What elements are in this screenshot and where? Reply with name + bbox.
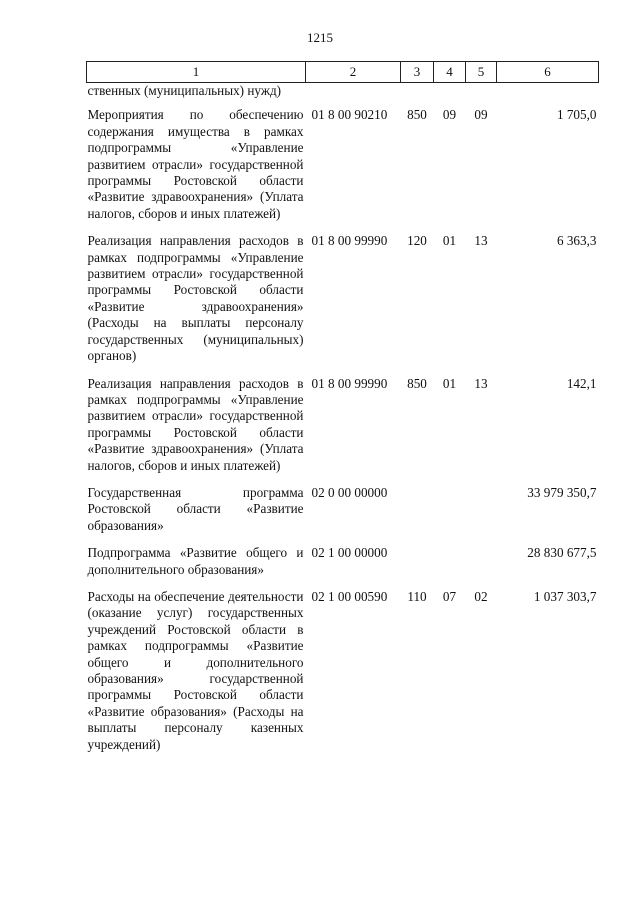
table-row: [87, 376, 599, 485]
row-section-cell: 01: [442, 233, 457, 249]
row-code-cell: 02 0 00 00000: [311, 484, 388, 500]
row-subsection-cell: [466, 83, 497, 108]
table-row: [87, 485, 599, 545]
row-subsection-cell: 09: [474, 107, 488, 123]
row-expense-type-cell: [401, 485, 434, 545]
row-amount-cell: 1 037 303,7: [533, 588, 597, 604]
row-name-cell: Реализация направления расходов в рамках подпрограммы «Управление развитием отрасли» государственной программы Ростовской области «Развитие здравоохранения» (Уплата налогов, сборов и иных платежей): [87, 375, 304, 473]
table-row: [87, 107, 599, 233]
row-section-cell: 09: [442, 107, 457, 123]
row-subsection-cell: 13: [474, 375, 488, 391]
table-header-row: [87, 62, 599, 83]
row-expense-type-cell: 850: [407, 107, 427, 123]
row-subsection-cell: 02: [474, 588, 488, 604]
column-header: 2: [306, 62, 401, 83]
column-header: 1: [87, 62, 306, 83]
row-code-cell: 01 8 00 90210: [311, 107, 388, 123]
row-name-cell: Государственная программа Ростовской области «Развитие образования»: [87, 484, 304, 533]
column-header: 6: [497, 62, 599, 83]
row-amount-cell: 33 979 350,7: [527, 484, 597, 500]
row-name-cell: Мероприятия по обеспечению содержания имущества в рамках подпрограммы «Управление развитием отрасли» государственной программы Ростовской области «Развитие здравоохранения» (Уплата налогов, сборов и иных платежей): [87, 107, 304, 221]
row-amount-cell: 6 363,3: [556, 233, 597, 249]
row-amount-cell: 142,1: [566, 375, 597, 391]
column-header: 3: [401, 62, 434, 83]
table-row: [87, 83, 599, 108]
row-name-cell: ственных (муниципальных) нужд): [87, 83, 282, 98]
row-code-cell: [306, 83, 401, 108]
row-section-cell: 07: [442, 588, 457, 604]
row-amount-cell: 1 705,0: [556, 107, 597, 123]
budget-table: [86, 61, 599, 764]
row-subsection-cell: 13: [474, 233, 488, 249]
row-name-cell: Подпрограмма «Развитие общего и дополнительного образования»: [87, 545, 304, 577]
row-subsection-cell: [466, 545, 497, 589]
page-number: 1215: [307, 30, 333, 45]
table-row: [87, 233, 599, 375]
row-expense-type-cell: 110: [407, 588, 427, 604]
table-row: [87, 545, 599, 589]
table-row: [87, 589, 599, 764]
row-subsection-cell: [466, 485, 497, 545]
row-section-cell: [434, 545, 466, 589]
row-name-cell: Реализация направления расходов в рамках подпрограммы «Управление развитием отрасли» государственной программы Ростовской области «Развитие здравоохранения» (Расходы на выплаты персоналу государственных (муниципальных) органов): [87, 233, 304, 364]
column-header: 5: [466, 62, 497, 83]
column-header: 4: [434, 62, 466, 83]
row-code-cell: 01 8 00 99990: [311, 233, 388, 249]
row-section-cell: 01: [442, 375, 457, 391]
row-code-cell: 02 1 00 00590: [311, 588, 388, 604]
row-amount-cell: [497, 83, 599, 108]
row-expense-type-cell: [401, 83, 434, 108]
row-code-cell: 01 8 00 99990: [311, 375, 388, 391]
row-section-cell: [434, 83, 466, 108]
row-expense-type-cell: 120: [407, 233, 427, 249]
row-section-cell: [434, 485, 466, 545]
row-code-cell: 02 1 00 00000: [311, 545, 388, 561]
row-name-cell: Расходы на обеспечение деятельности (оказание услуг) государственных учреждений Ростовской области в рамках подпрограммы «Развитие общего и дополнительного образования» государственной программы Ростовской области «Развитие образования» (Расходы на выплаты персоналу казенных учреждений): [87, 588, 304, 752]
row-amount-cell: 28 830 677,5: [527, 545, 597, 561]
row-expense-type-cell: [401, 545, 434, 589]
row-expense-type-cell: 850: [407, 375, 427, 391]
